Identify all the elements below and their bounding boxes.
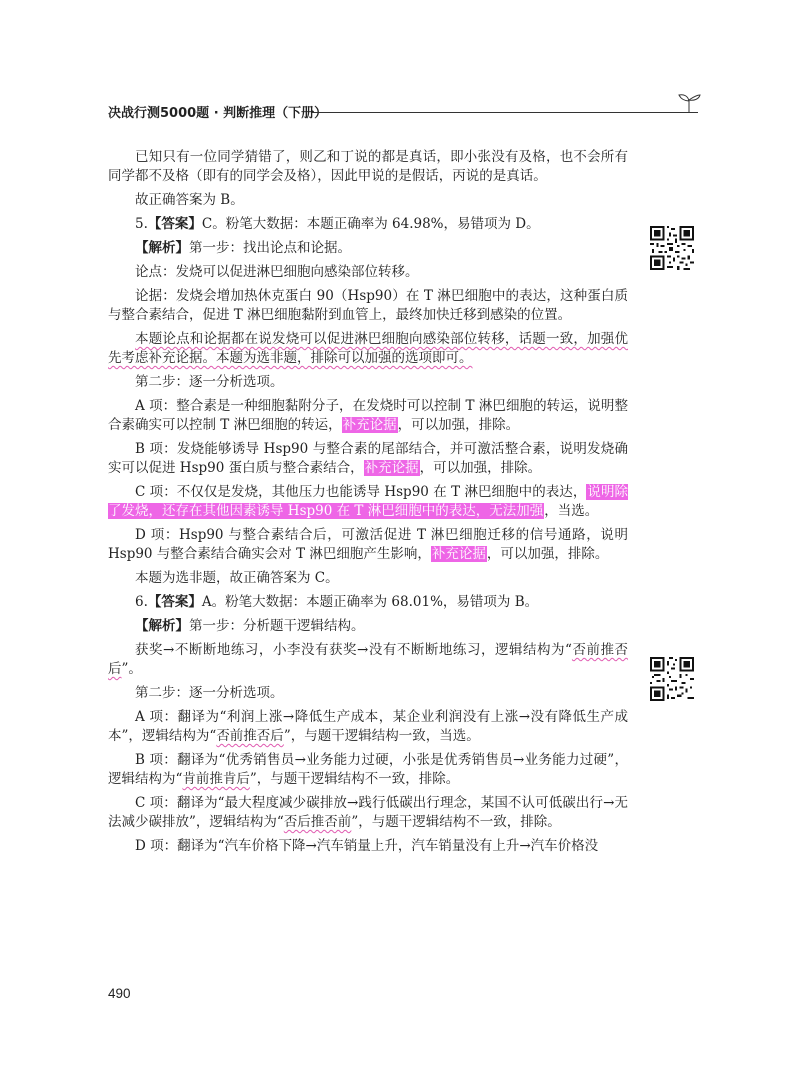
book-title: 决战行测5000题 · 判断推理（下册）	[108, 106, 328, 121]
text: D 项：Hsp90 与整合素结合后，可激活促进 T 淋巴细胞迁移的信号通路，说明 Hsp90 与整合素结合确实会对 T 淋巴细胞产生影响，	[108, 527, 628, 562]
text: ，当选。	[544, 503, 599, 519]
text: B 项：翻译为“优秀销售员→业务能力过硬，小张是优秀销售员→业务能力过硬”，逻辑结构为“	[108, 752, 628, 787]
text: A 项：翻译为“利润上涨→降低生产成本，某企业利润没有上涨→没有降低生产成本”，逻辑结构为“	[108, 709, 628, 744]
text: B 项：发烧能够诱导 Hsp90 与整合素的尾部结合，并可激活整合素，说明发烧确实可以促进 Hsp90 蛋白质与整合素结合，	[108, 441, 628, 476]
paragraph	[108, 330, 628, 368]
qr-code-icon	[650, 226, 694, 270]
question-number: 5.	[135, 216, 148, 232]
paragraph	[108, 641, 628, 679]
text: ，可以加强，排除。	[486, 546, 609, 562]
text: C 项：不仅仅是发烧，其他压力也能诱导 Hsp90 在 T 淋巴细胞中的表达，	[135, 484, 587, 500]
wavy-underlined-text: 肯前推肯后	[182, 771, 250, 787]
highlight: 补充论据	[342, 417, 397, 433]
highlight: 补充论据	[364, 460, 419, 476]
question-6-answer	[108, 593, 628, 612]
analysis-text: 第一步：分析题干逻辑结构。	[189, 618, 365, 634]
option-b-analysis	[108, 440, 628, 478]
analysis-label: 【解析】	[135, 240, 189, 256]
paragraph: 论点：发烧可以促进淋巴细胞向感染部位转移。	[135, 264, 419, 280]
paragraph: 论据：发烧会增加热休克蛋白 90（Hsp90）在 T 淋巴细胞中的表达，这种蛋白质与整合素结合，促进 T 淋巴细胞黏附到血管上，最终加快迁移到感染的位置。	[108, 288, 628, 323]
paragraph: 故正确答案为 B。	[135, 192, 244, 208]
text: ”，与题干逻辑结构一致，当选。	[283, 728, 480, 744]
option-c-analysis	[108, 794, 628, 832]
text: ”，与题干逻辑结构不一致，排除。	[351, 814, 561, 830]
analysis-label: 【解析】	[135, 618, 189, 634]
text: ，可以加强，排除。	[397, 417, 520, 433]
text: C 项：翻译为“最大程度减少碳排放→践行低碳出行理念，某国不认可低碳出行→无法减少碳排放”，逻辑结构为“	[108, 795, 628, 830]
option-a-analysis	[108, 708, 628, 746]
highlight: 补充论据	[431, 546, 486, 562]
option-d-analysis	[108, 526, 628, 564]
text: ”，与题干逻辑结构不一致，排除。	[249, 771, 460, 787]
answer-label: 【答案】	[147, 594, 202, 610]
answer-text: A。粉笔大数据：本题正确率为 68.01%，易错项为 B。	[201, 594, 539, 610]
analysis-text: 第一步：找出论点和论据。	[189, 240, 351, 256]
option-b-analysis	[108, 751, 628, 789]
text: ”。	[121, 661, 142, 677]
page-number: 490	[108, 986, 131, 1001]
option-a-analysis	[108, 397, 628, 435]
text: 获奖→不断断地练习，小李没有获奖→没有不断断地练习，逻辑结构为“	[135, 642, 572, 658]
question-5-answer	[108, 215, 628, 234]
wavy-underlined-text: 否后推否前	[283, 814, 352, 830]
text: ，可以加强，排除。	[419, 460, 542, 476]
qr-code-icon	[650, 657, 694, 701]
analysis-step-1	[108, 239, 628, 258]
answer-label: 【答案】	[147, 216, 202, 232]
leaf-sprout-icon	[676, 92, 702, 114]
option-c-analysis	[108, 483, 628, 521]
wavy-underlined-text: 本题论点和论据都在说发烧可以促进淋巴细胞向感染部位转移，话题一致，加强优先考虑补充论据。本题为选非题，排除可以加强的选项即可。	[108, 331, 628, 366]
text: A 项：整合素是一种细胞黏附分子，在发烧时可以控制 T 淋巴细胞的转运，说明整合素确实可以控制 T 淋巴细胞的转运，	[108, 398, 628, 433]
header-rule	[312, 112, 698, 113]
paragraph: 第二步：逐一分析选项。	[135, 374, 284, 390]
paragraph: 本题为选非题，故正确答案为 C。	[135, 570, 339, 586]
running-header	[108, 100, 708, 124]
answer-text: C。粉笔大数据：本题正确率为 64.98%，易错项为 D。	[201, 216, 540, 232]
wavy-underlined-text: 否前推否后	[108, 642, 629, 677]
paragraph: 已知只有一位同学猜错了，则乙和丁说的都是真话，即小张没有及格，也不会所有同学都不及格（即有的同学会及格），因此甲说的是假话，丙说的是真话。	[108, 149, 628, 184]
wavy-underlined-text: 否前推否后	[216, 728, 284, 744]
highlight: 说明除了发烧，还存在其他因素诱导 Hsp90 在 T 淋巴细胞中的表达，无法加强	[108, 484, 629, 519]
question-number: 6.	[135, 594, 148, 610]
answer-explanations	[108, 148, 628, 856]
option-d-analysis: D 项：翻译为“汽车价格下降→汽车销量上升，汽车销量没有上升→汽车价格没	[135, 838, 599, 854]
analysis-step-1	[108, 617, 628, 636]
paragraph: 第二步：逐一分析选项。	[135, 685, 284, 701]
